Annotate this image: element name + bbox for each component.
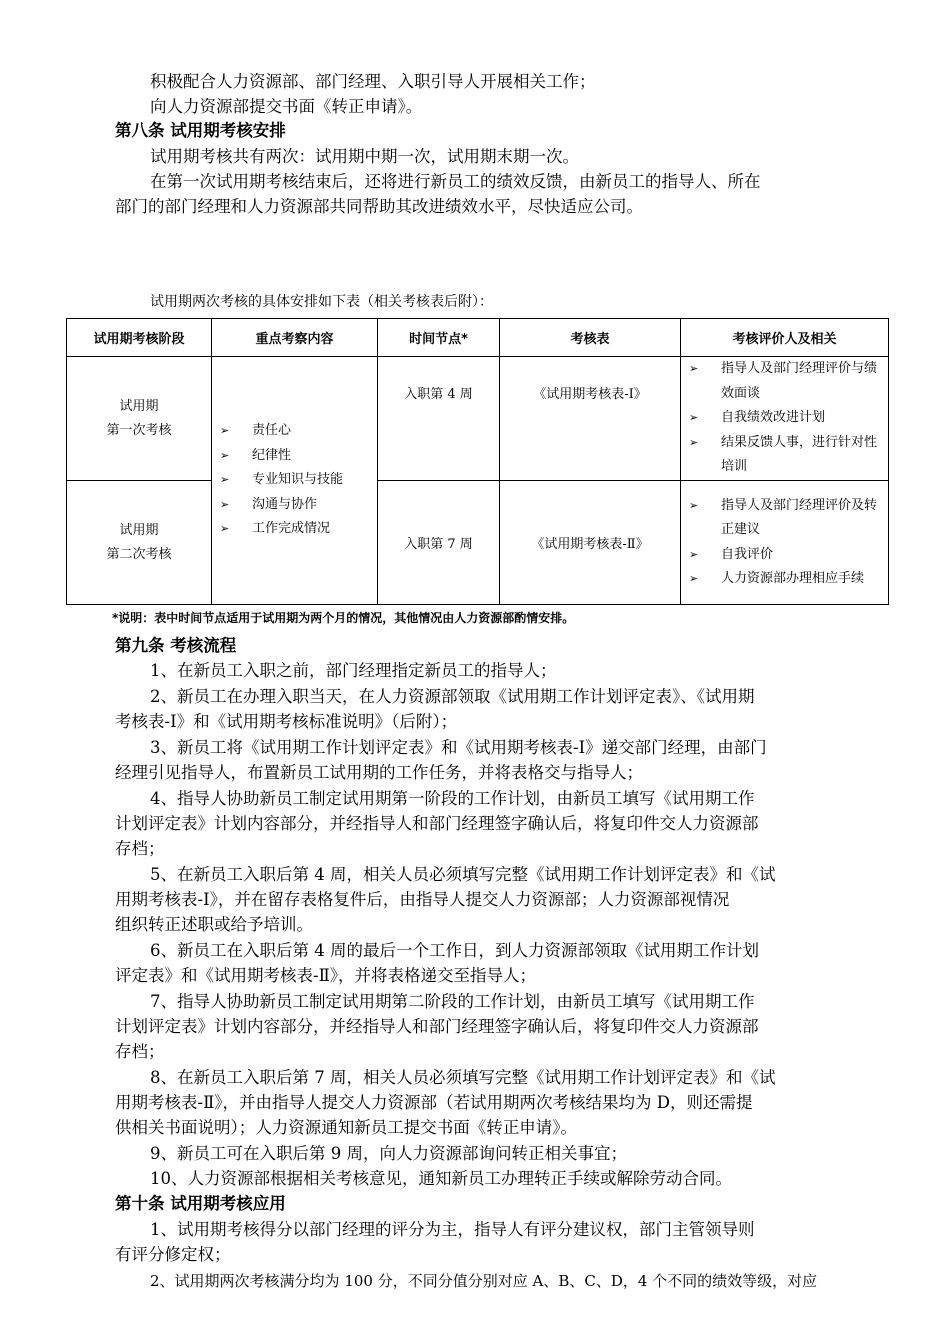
article-8-paragraph-1: 试用期考核共有两次：试用期中期一次，试用期末期一次。 (150, 147, 579, 166)
header-evaluators: 考核评价人及相关 (681, 319, 889, 357)
stage-1-line-1: 试用期 (119, 398, 159, 414)
form-cell-2: 《试用期考核表-Ⅱ》 (500, 481, 681, 605)
list-item: ➢ 责任心 (212, 419, 377, 444)
intro-line-1: 积极配合人力资源部、部门经理、入职引导人开展相关工作； (150, 72, 596, 91)
article-9-line: 8、在新员工入职后第 7 周，相关人员必须填写完整《试用期工作计划评定表》和《试 (150, 1068, 776, 1087)
list-item: ➢ 指导人及部门经理评价与绩效面谈 (681, 357, 888, 406)
table-caption: 试用期两次考核的具体安排如下表（相关考核表后附）： (150, 294, 493, 310)
article-8-title: 第八条 试用期考核安排 (115, 121, 286, 140)
header-stage: 试用期考核阶段 (67, 319, 212, 357)
article-8-paragraph-2-line-1: 在第一次试用期考核结束后，还将进行新员工的绩效反馈，由新员工的指导人、所在 (150, 172, 761, 191)
time-cell-2: 入职第 7 周 (378, 481, 500, 605)
article-9-line: 3、新员工将《试用期工作计划评定表》和《试用期考核表-Ⅰ》递交部门经理，由部门 (150, 738, 767, 757)
header-focus: 重点考察内容 (212, 319, 378, 357)
stage-cell-2 (67, 481, 212, 605)
article-9-line: 5、在新员工入职后第 4 周，相关人员必须填写完整《试用期工作计划评定表》和《试 (150, 865, 776, 884)
list-item: ➢ 指导人及部门经理评价及转正建议 (681, 494, 888, 543)
article-9-line: 2、新员工在办理入职当天，在人力资源部领取《试用期工作计划评定表》、《试用期 (150, 687, 755, 706)
arrow-bullet-icon: ➢ (220, 522, 230, 536)
list-item: ➢ 自我评价 (681, 543, 888, 568)
list-item: ➢ 人力资源部办理相应手续 (681, 567, 888, 592)
arrow-bullet-icon: ➢ (689, 572, 699, 585)
evaluators-list-2 (681, 494, 888, 592)
arrow-bullet-icon: ➢ (220, 448, 230, 462)
stage-cell-1 (67, 357, 212, 481)
evaluators-cell-1 (681, 357, 889, 481)
arrow-bullet-icon: ➢ (689, 362, 699, 376)
table-footnote: *说明：表中时间节点适用于试用期为两个月的情况，其他情况由人力资源部酌情安排。 (112, 611, 575, 625)
intro-line-2: 向人力资源部提交书面《转正申请》。 (150, 97, 423, 116)
focus-cell (212, 357, 378, 605)
list-item: ➢ 自我绩效改进计划 (681, 406, 888, 431)
stage-2-line-1: 试用期 (119, 522, 159, 538)
article-9-line: 存档； (115, 1042, 165, 1061)
article-9-line: 组织转正述职或给予培训。 (115, 915, 313, 934)
article-9-line: 6、新员工在入职后第 4 周的最后一个工作日，到人力资源部领取《试用期工作计划 (150, 941, 759, 960)
article-9-line: 用期考核表-Ⅰ》，并在留存表格复件后，由指导人提交人力资源部；人力资源部视情况 (115, 890, 730, 909)
evaluators-cell-2 (681, 481, 889, 605)
evaluators-list-1 (681, 357, 888, 480)
stage-1-line-2: 第一次考核 (106, 422, 172, 438)
article-10-line: 2、试用期两次考核满分均为 100 分，不同分值分别对应 A、B、C、D，4 个不同的绩效等级，对应 (150, 1272, 818, 1290)
article-9-line: 4、指导人协助新员工制定试用期第一阶段的工作计划，由新员工填写《试用期工作 (150, 789, 755, 808)
article-9-line: 1、在新员工入职之前，部门经理指定新员工的指导人； (150, 661, 557, 680)
header-form: 考核表 (500, 319, 681, 357)
table-row (67, 481, 889, 605)
article-9-line: 10、人力资源部根据相关考核意见，通知新员工办理转正手续或解除劳动合同。 (150, 1169, 732, 1188)
stage-2-line-2: 第二次考核 (106, 546, 172, 562)
article-9-line: 计划评定表》计划内容部分，并经指导人和部门经理签字确认后，将复印件交人力资源部 (115, 814, 759, 833)
article-10-title: 第十条 试用期考核应用 (115, 1194, 286, 1213)
arrow-bullet-icon: ➢ (220, 497, 230, 511)
article-9-line: 考核表-Ⅰ》和《试用期考核标准说明》（后附）； (115, 712, 458, 731)
article-9-line: 计划评定表》计划内容部分，并经指导人和部门经理签字确认后，将复印件交人力资源部 (115, 1017, 759, 1036)
arrow-bullet-icon: ➢ (689, 547, 699, 561)
article-8-paragraph-2-line-2: 部门的部门经理和人力资源部共同帮助其改进绩效水平，尽快适应公司。 (115, 197, 643, 216)
list-item: ➢ 结果反馈人事，进行针对性培训 (681, 431, 888, 480)
focus-list (212, 419, 377, 542)
table-row (67, 357, 889, 481)
article-9-line: 经理引见指导人，布置新员工试用期的工作任务，并将表格交与指导人； (115, 763, 643, 782)
arrow-bullet-icon: ➢ (220, 424, 230, 438)
arrow-bullet-icon: ➢ (220, 473, 230, 487)
list-item: ➢ 工作完成情况 (212, 517, 377, 542)
article-9-title: 第九条 考核流程 (115, 636, 237, 655)
list-item: ➢ 纪律性 (212, 444, 377, 469)
article-9-line: 9、新员工可在入职后第 9 周，向人力资源部询问转正相关事宜； (150, 1144, 627, 1163)
article-10-line: 1、试用期考核得分以部门经理的评分为主，指导人有评分建议权，部门主管领导则 (150, 1220, 755, 1239)
assessment-table (66, 318, 889, 605)
time-cell-1: 入职第 4 周 (378, 357, 500, 481)
article-9-line: 评定表》和《试用期考核表-Ⅱ》，并将表格递交至指导人； (115, 966, 537, 985)
arrow-bullet-icon: ➢ (689, 411, 699, 425)
arrow-bullet-icon: ➢ (689, 435, 699, 449)
article-9-line: 存档； (115, 839, 165, 858)
article-10-line: 有评分修定权； (115, 1245, 231, 1264)
article-9-line: 7、指导人协助新员工制定试用期第二阶段的工作计划，由新员工填写《试用期工作 (150, 992, 755, 1011)
header-time: 时间节点* (378, 319, 500, 357)
arrow-bullet-icon: ➢ (689, 498, 699, 512)
list-item: ➢ 沟通与协作 (212, 493, 377, 518)
article-9-line: 用期考核表-Ⅱ》，并由指导人提交人力资源部（若试用期两次考核结果均为 D，则还需提 (115, 1093, 753, 1112)
form-cell-1: 《试用期考核表-Ⅰ》 (500, 357, 681, 481)
list-item: ➢ 专业知识与技能 (212, 468, 377, 493)
table-header-row (67, 319, 889, 357)
article-9-line: 供相关书面说明）；人力资源通知新员工提交书面《转正申请》。 (115, 1118, 577, 1137)
